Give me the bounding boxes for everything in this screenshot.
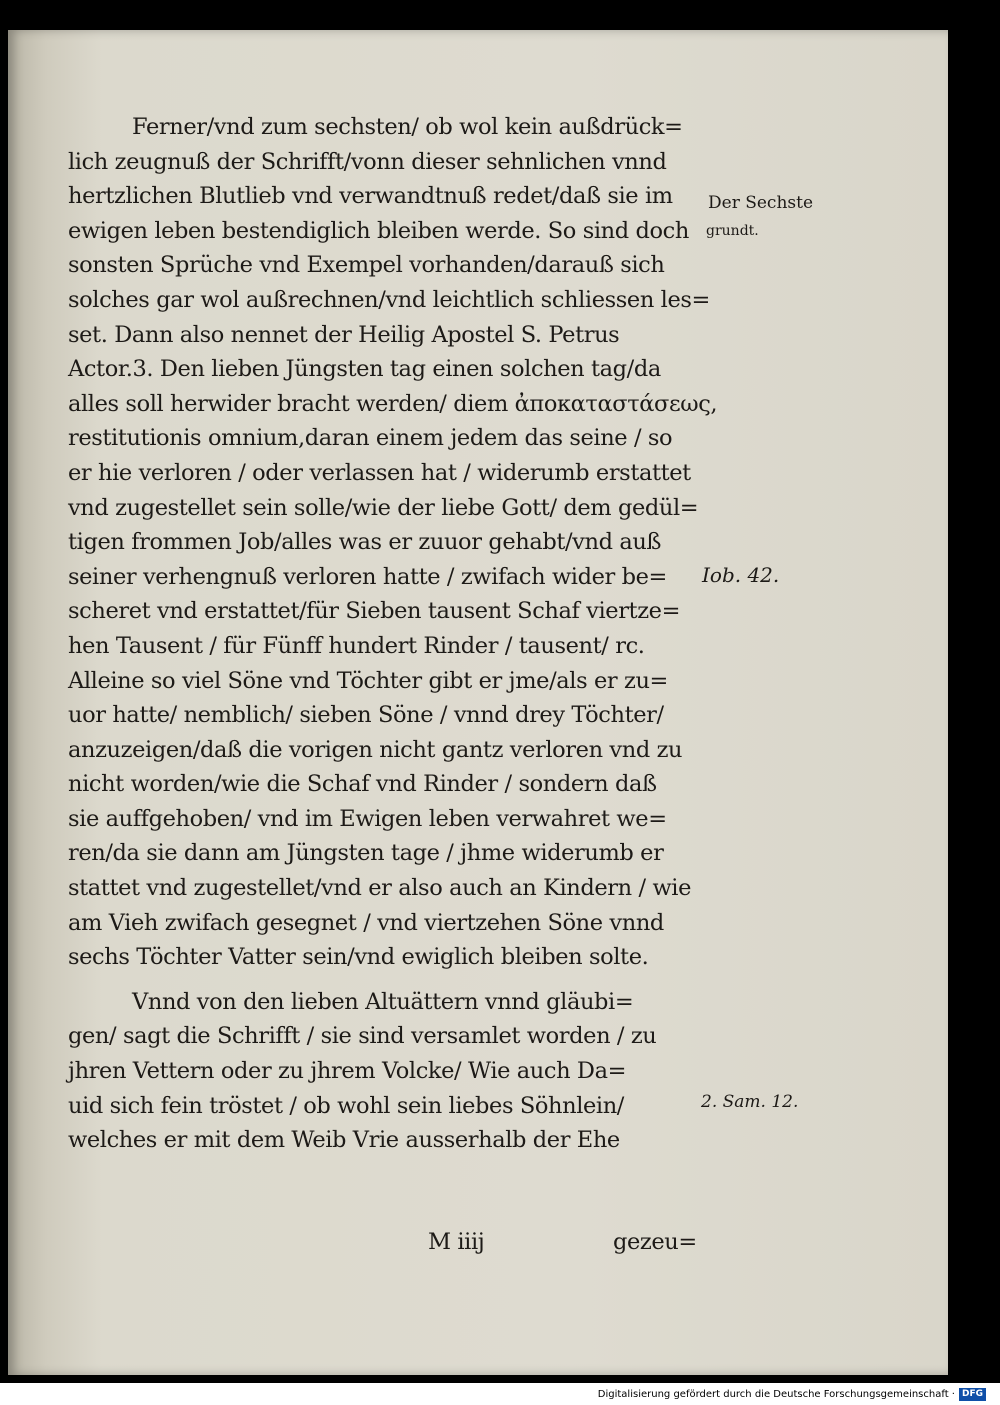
text-line: set. Dann also nennet der Heilig Apostel S. Petrus bbox=[68, 321, 620, 348]
text-line: sonsten Sprüche vnd Exempel vorhanden/darauß sich bbox=[68, 252, 665, 279]
text-line: anzuzeigen/daß die vorigen nicht gantz verloren vnd zu bbox=[68, 736, 683, 763]
text-line: hen Tausent / für Fünff hundert Rinder / tausent/ rc. bbox=[68, 632, 645, 659]
text-line: Actor.3. Den lieben Jüngsten tag einen solchen tag/da bbox=[68, 356, 661, 383]
dfg-logo: DFG bbox=[959, 1388, 986, 1401]
text-line: lich zeugnuß der Schrifft/vonn dieser sehnlichen vnnd bbox=[68, 148, 667, 175]
text-line: ewigen leben bestendiglich bleiben werde. So sind doch bbox=[68, 217, 689, 244]
text-line: solches gar wol außrechnen/vnd leichtlich schliessen les= bbox=[68, 286, 710, 313]
text-line: stattet vnd zugestellet/vnd er also auch an Kindern / wie bbox=[68, 875, 692, 902]
text-line: sechs Töchter Vatter sein/vnd ewiglich bleiben solte. bbox=[68, 944, 649, 971]
text-line: er hie verloren / oder verlassen hat / widerumb erstattet bbox=[68, 459, 691, 486]
main-text bbox=[68, 110, 718, 1255]
text-line: Vnnd von den lieben Altuättern vnnd gläubi= bbox=[132, 988, 634, 1015]
page-footer-line bbox=[68, 1225, 708, 1265]
text-line: scheret vnd erstattet/für Sieben tausent Schaf viertze= bbox=[68, 598, 681, 625]
paragraph-2 bbox=[68, 985, 708, 1158]
margin-note-samuel-reference: 2. Sam. 12. bbox=[701, 1092, 799, 1112]
text-line: vnd zugestellet sein solle/wie der liebe Gott/ dem gedül= bbox=[68, 494, 699, 521]
text-line: welches er mit dem Weib Vrie ausserhalb der Ehe bbox=[68, 1127, 620, 1154]
book-page bbox=[8, 30, 948, 1375]
text-line: gen/ sagt die Schrifft / sie sind versamlet worden / zu bbox=[68, 1023, 657, 1050]
catchword: gezeu= bbox=[613, 1229, 697, 1255]
text-line: jhren Vettern oder zu jhrem Volcke/ Wie auch Da= bbox=[68, 1058, 627, 1085]
text-line: uid sich fein tröstet / ob wohl sein liebes Söhnlein/ bbox=[68, 1092, 624, 1119]
text-line: am Vieh zwifach gesegnet / vnd viertzehen Söne vnnd bbox=[68, 909, 664, 936]
text-line: uor hatte/ nemblich/ sieben Söne / vnnd drey Töchter/ bbox=[68, 702, 664, 729]
text-line: nicht worden/wie die Schaf vnd Rinder / sondern daß bbox=[68, 771, 657, 798]
text-line: Alleine so viel Söne vnd Töchter gibt er jme/als er zu= bbox=[68, 667, 669, 694]
margin-note-subheading: grundt. bbox=[706, 223, 759, 239]
digitization-credit bbox=[598, 1388, 986, 1401]
text-line: sie auffgehoben/ vnd im Ewigen leben verwahret we= bbox=[68, 805, 667, 832]
signature-mark: M iiij bbox=[428, 1229, 485, 1255]
text-line: Ferner/vnd zum sechsten/ ob wol kein außdrück= bbox=[132, 114, 683, 140]
margin-note-heading: Der Sechste bbox=[708, 193, 814, 213]
credit-text: Digitalisierung gefördert durch die Deutsche Forschungsgemeinschaft · bbox=[597, 1389, 955, 1400]
paragraph-1 bbox=[68, 110, 718, 975]
margin-note-job-reference: Iob. 42. bbox=[702, 563, 780, 587]
paragraph-gap bbox=[68, 975, 708, 985]
text-line: ren/da sie dann am Jüngsten tage / jhme widerumb er bbox=[68, 840, 664, 867]
text-line: seiner verhengnuß verloren hatte / zwifach wider be= bbox=[68, 563, 667, 590]
text-line: restitutionis omnium,daran einem jedem das seine / so bbox=[68, 425, 673, 452]
text-line: tigen frommen Job/alles was er zuuor gehabt/vnd auß bbox=[68, 529, 662, 556]
text-line: alles soll herwider bracht werden/ diem ἀποκαταστάσεως, bbox=[68, 390, 718, 417]
text-line: hertzlichen Blutlieb vnd verwandtnuß redet/daß sie im bbox=[68, 183, 673, 210]
